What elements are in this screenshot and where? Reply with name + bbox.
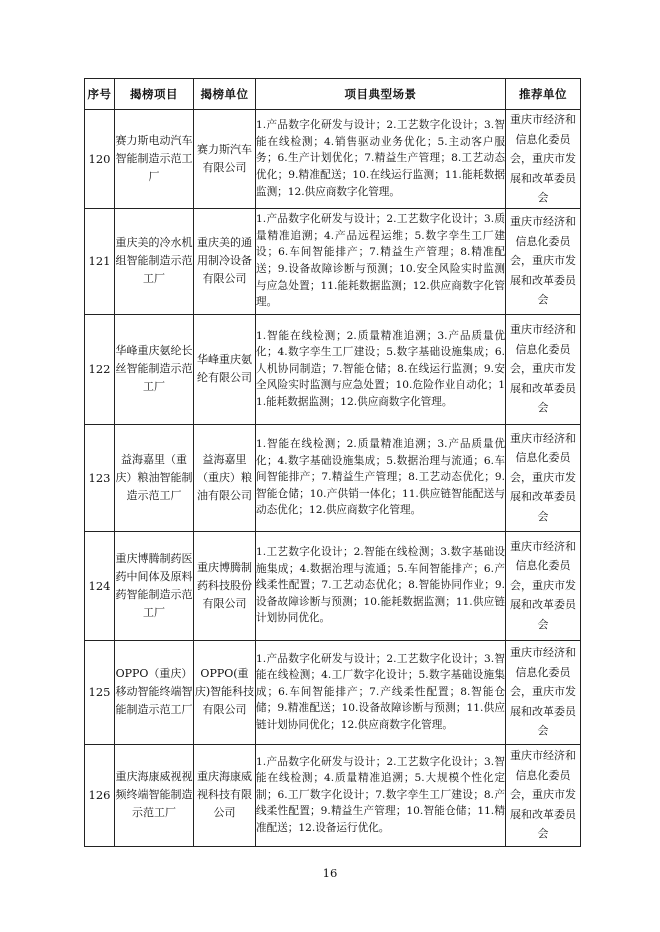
row-recommender: 重庆市经济和信息化委员会，重庆市发展和改革委员会 — [506, 424, 581, 531]
header-unit: 揭榜单位 — [194, 79, 256, 110]
table-row — [85, 314, 581, 424]
row-scenarios: 1.智能在线检测；2.质量精准追溯；3.产品质量优化；4.数字孪生工厂建设；5.数字基础设施集成；6.人机协同制造；7.智能仓储；8.在线运行监测；9.安全风险实时监测与应急处置；10.危险作业自动化；11.能耗数据监测；12.供应商数字化管理。 — [256, 314, 506, 424]
header-project: 揭榜项目 — [115, 79, 194, 110]
row-project: 华峰重庆氨纶长丝智能制造示范工厂 — [115, 314, 194, 424]
table-row — [85, 640, 581, 744]
table-row — [85, 531, 581, 640]
row-scenarios: 1.智能在线检测；2.质量精准追溯；3.产品质量优化；4.数字基础设施集成；5.数据治理与流通；6.车间智能排产；7.精益生产管理；8.工艺动态优化；9.智能仓储；10.产供销一体化；11.供应链智能配送与动态优化；12.供应商数字化管理。 — [256, 424, 506, 531]
row-number: 123 — [85, 424, 115, 531]
table-row — [85, 208, 581, 314]
row-project: OPPO（重庆）移动智能终端智能制造示范工厂 — [115, 640, 194, 744]
page-number: 16 — [322, 866, 338, 880]
row-scenarios: 1.产品数字化研发与设计；2.工艺数字化设计；3.智能在线检测；4.工厂数字化设计；5.数字基础设施集成；6.车间智能排产；7.产线柔性配置；8.智能仓储；9.精准配送；10.设备故障诊断与预测；11.供应链计划协同优化；12.供应商数字化管理。 — [256, 640, 506, 744]
row-unit: 重庆美的通用制冷设备有限公司 — [194, 208, 256, 314]
row-unit: 重庆海康威视科技有限公司 — [194, 744, 256, 846]
header-no: 序号 — [85, 79, 115, 110]
row-project: 重庆海康威视视频终端智能制造示范工厂 — [115, 744, 194, 846]
table-row — [85, 110, 581, 209]
row-unit: OPPO(重庆)智能科技有限公司 — [194, 640, 256, 744]
row-unit: 华峰重庆氨纶有限公司 — [194, 314, 256, 424]
row-unit: 重庆博腾制药科技股份有限公司 — [194, 531, 256, 640]
row-project: 重庆美的冷水机组智能制造示范工厂 — [115, 208, 194, 314]
row-project: 益海嘉里（重庆）粮油智能制造示范工厂 — [115, 424, 194, 531]
header-scenarios: 项目典型场景 — [256, 79, 506, 110]
row-project: 重庆博腾制药医药中间体及原料药智能制造示范工厂 — [115, 531, 194, 640]
project-table — [84, 78, 581, 847]
row-scenarios: 1.产品数字化研发与设计；2.工艺数字化设计；3.智能在线检测；4.质量精准追溯；5.大规模个性化定制；6.工厂数字化设计；7.数字孪生工厂建设；8.产线柔性配置；9.精益生产管理；10.智能仓储；11.精准配送；12.设备运行优化。 — [256, 744, 506, 846]
table-header-row — [85, 79, 581, 110]
table-row — [85, 424, 581, 531]
row-number: 120 — [85, 110, 115, 209]
row-recommender: 重庆市经济和信息化委员会，重庆市发展和改革委员会 — [506, 314, 581, 424]
row-project: 赛力斯电动汽车智能制造示范工厂 — [115, 110, 194, 209]
row-recommender: 重庆市经济和信息化委员会，重庆市发展和改革委员会 — [506, 110, 581, 209]
row-scenarios: 1.产品数字化研发与设计；2.工艺数字化设计；3.质量精准追溯；4.产品远程运维；5.数字孪生工厂建设；6.车间智能排产；7.精益生产管理；8.精准配送；9.设备故障诊断与预测；10.安全风险实时监测与应急处置；11.能耗数据监测；12.供应商数字化管理。 — [256, 208, 506, 314]
row-recommender: 重庆市经济和信息化委员会，重庆市发展和改革委员会 — [506, 531, 581, 640]
row-scenarios: 1.产品数字化研发与设计；2.工艺数字化设计；3.智能在线检测；4.销售驱动业务优化；5.主动客户服务；6.生产计划优化；7.精益生产管理；8.工艺动态优化；9.精准配送；10.在线运行监测；11.能耗数据监测；12.供应商数字化管理。 — [256, 110, 506, 209]
row-number: 121 — [85, 208, 115, 314]
row-unit: 益海嘉里（重庆）粮油有限公司 — [194, 424, 256, 531]
row-recommender: 重庆市经济和信息化委员会，重庆市发展和改革委员会 — [506, 640, 581, 744]
row-scenarios: 1.工艺数字化设计；2.智能在线检测；3.数字基础设施集成；4.数据治理与流通；5.车间智能排产；6.产线柔性配置；7.工艺动态优化；8.智能协同作业；9.设备故障诊断与预测；10.能耗数据监测；11.供应链计划协同优化。 — [256, 531, 506, 640]
row-number: 126 — [85, 744, 115, 846]
row-unit: 赛力斯汽车有限公司 — [194, 110, 256, 209]
table-row — [85, 744, 581, 846]
row-number: 122 — [85, 314, 115, 424]
header-recommender: 推荐单位 — [506, 79, 581, 110]
row-number: 124 — [85, 531, 115, 640]
row-number: 125 — [85, 640, 115, 744]
row-recommender: 重庆市经济和信息化委员会，重庆市发展和改革委员会 — [506, 744, 581, 846]
row-recommender: 重庆市经济和信息化委员会，重庆市发展和改革委员会 — [506, 208, 581, 314]
